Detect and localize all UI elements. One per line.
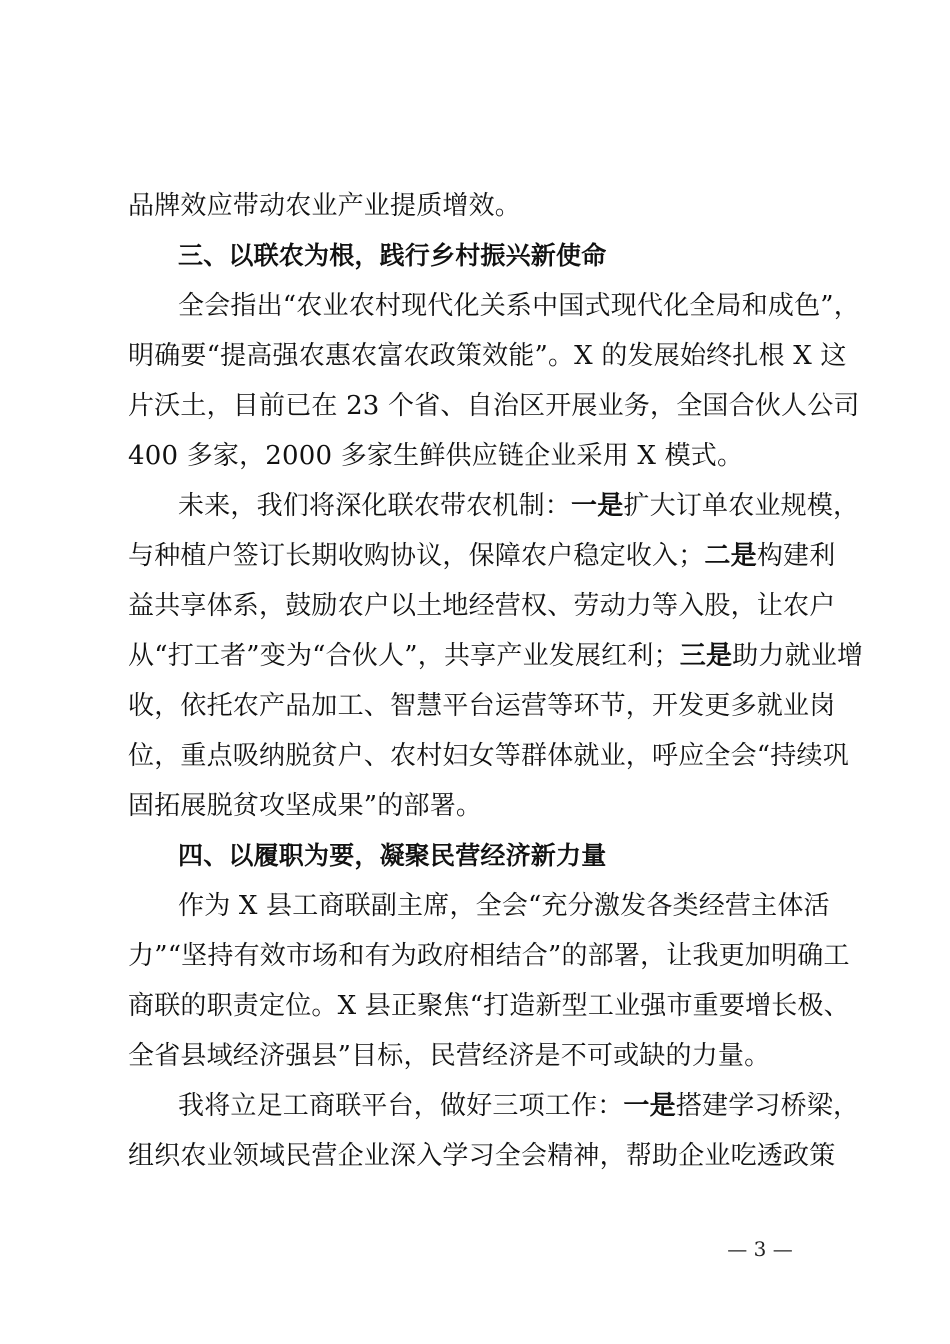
paragraph-line: 固拓展脱贫攻坚成果”的部署。 xyxy=(128,791,483,821)
paragraph-line: 位，重点吸纳脱贫户、农村妇女等群体就业，呼应全会“持续巩 xyxy=(128,741,849,771)
paragraph-line xyxy=(128,1081,860,1131)
paragraph-line: 力”“坚持有效市场和有为政府相结合”的部署，让我更加明确工 xyxy=(128,941,850,971)
paragraph-line xyxy=(128,481,860,531)
paragraph-line: 明确要“提高强农惠农富农政策效能”。X 的发展始终扎根 X 这 xyxy=(128,341,847,371)
paragraph-line xyxy=(128,631,864,681)
text-span: 构建利 xyxy=(756,541,836,571)
paragraph-line: 作为 X 县工商联副主席，全会“充分激发各类经营主体活 xyxy=(178,891,830,921)
paragraph-line: 400 多家，2000 多家生鲜供应链企业采用 X 模式。 xyxy=(128,441,744,471)
paragraph-line xyxy=(128,531,852,581)
paragraph-line: 全会指出“农业农村现代化关系中国式现代化全局和成色”， xyxy=(178,291,860,321)
emphasis-marker: 二是 xyxy=(704,541,757,571)
text-span: 与种植户签订长期收购协议，保障农户稳定收入； xyxy=(128,541,705,571)
section-heading-4: 四、以履职为要，凝聚民营经济新力量 xyxy=(178,841,607,870)
emphasis-marker: 一是 xyxy=(571,491,624,521)
body-text xyxy=(128,181,864,1181)
text-span: 扩大订单农业规模， xyxy=(623,491,860,521)
emphasis-marker: 三是 xyxy=(679,641,733,671)
text-span: 未来，我们将深化联农带农机制： xyxy=(178,491,572,521)
text-span: 从“打工者”变为“合伙人”，共享产业发展红利； xyxy=(128,641,680,671)
paragraph-line: 全省县域经济强县”目标，民营经济是不可或缺的力量。 xyxy=(128,1041,771,1071)
paragraph-line: 收，依托农产品加工、智慧平台运营等环节，开发更多就业岗 xyxy=(128,691,836,721)
paragraph-line: 品牌效应带动农业产业提质增效。 xyxy=(128,191,522,221)
section-heading-3: 三、以联农为根，践行乡村振兴新使命 xyxy=(178,241,607,270)
paragraph-line: 组织农业领域民营企业深入学习全会精神，帮助企业吃透政策 xyxy=(128,1141,836,1171)
text-span: 我将立足工商联平台，做好三项工作： xyxy=(178,1091,624,1121)
text-span: 搭建学习桥梁， xyxy=(675,1091,860,1121)
emphasis-marker: 一是 xyxy=(623,1091,676,1121)
text-span: 助力就业增 xyxy=(732,641,864,671)
paragraph-line: 片沃土，目前已在 23 个省、自治区开展业务，全国合伙人公司 xyxy=(128,391,860,421)
page-number: — 3 — xyxy=(727,1237,793,1261)
paragraph-line: 益共享体系，鼓励农户以土地经营权、劳动力等入股，让农户 xyxy=(128,591,836,621)
paragraph-line: 商联的职责定位。X 县正聚焦“打造新型工业强市重要增长极、 xyxy=(128,991,850,1021)
